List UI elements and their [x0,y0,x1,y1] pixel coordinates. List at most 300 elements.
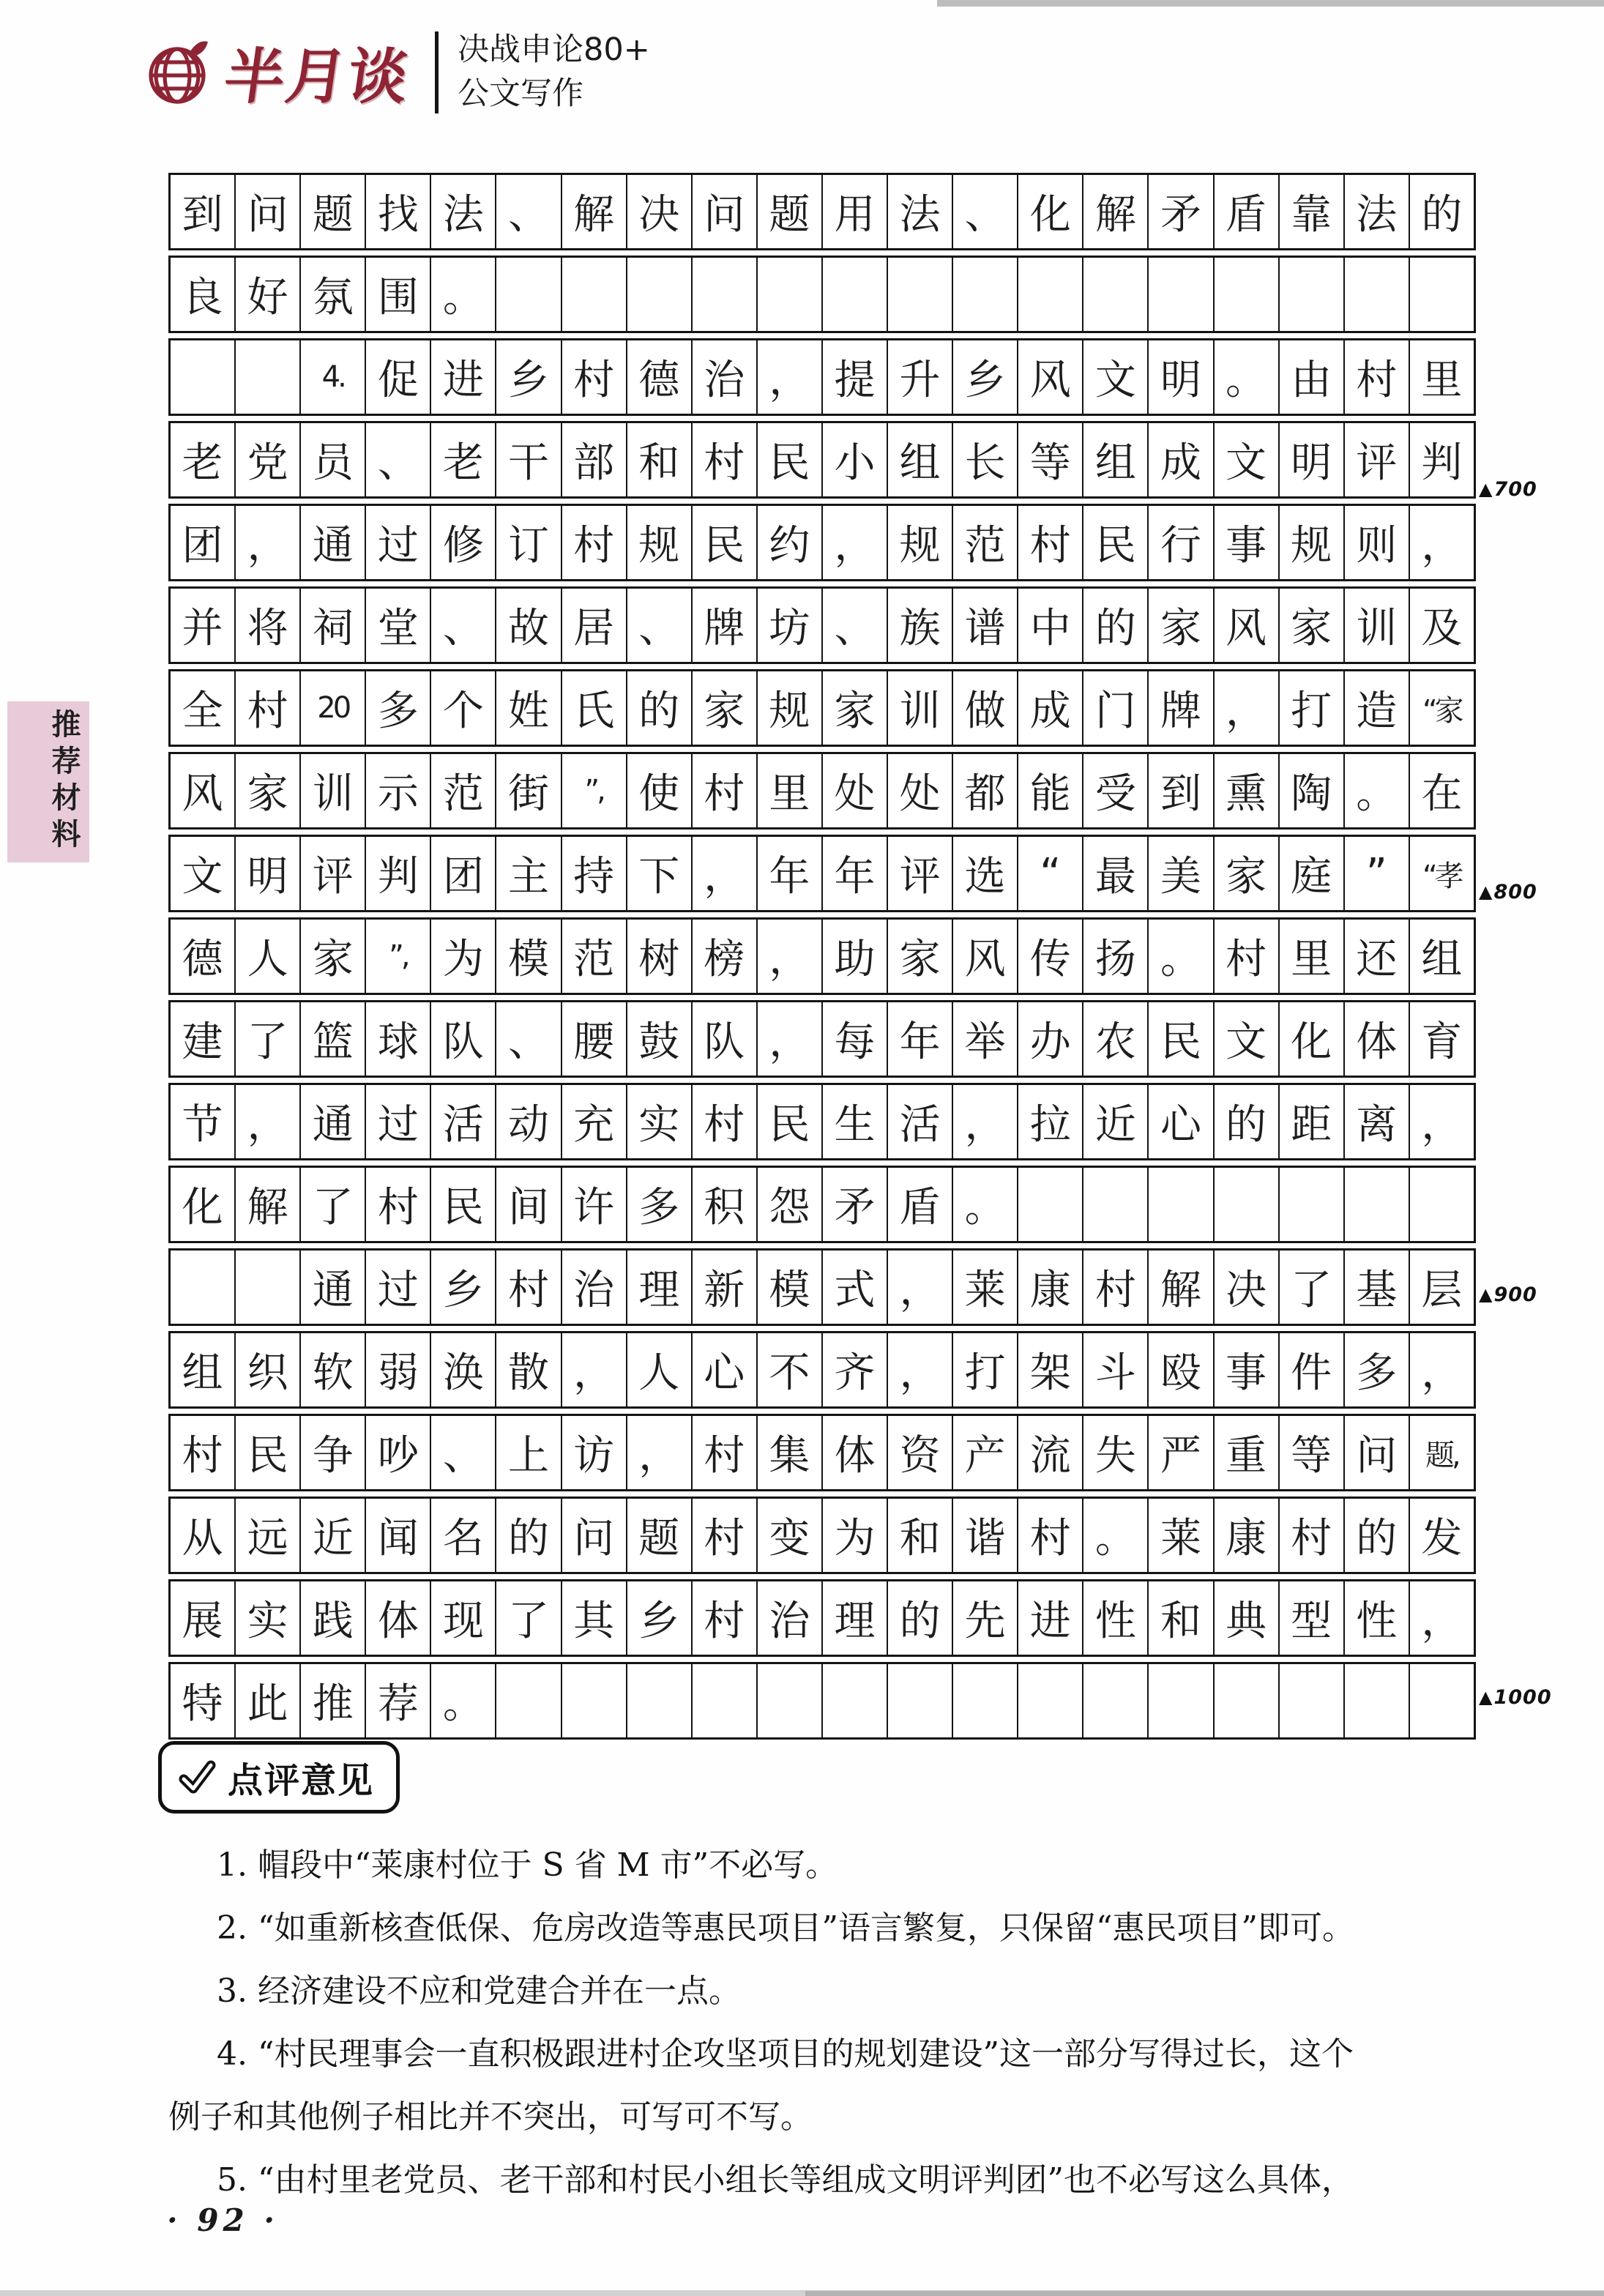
grid-cell: 近 [1083,1085,1149,1158]
grid-cell: 村 [693,1581,758,1655]
grid-cell [888,1664,953,1737]
grid-cell: 规 [758,671,823,745]
grid-cell: 织 [236,1333,301,1406]
grid-cell: 明 [236,837,301,910]
grid-cell [1083,1168,1149,1241]
grid-cell: 由 [1280,340,1345,414]
grid-cell: 范 [431,754,496,827]
grid-cell: 治 [562,1250,627,1324]
grid-cell: 问 [236,175,301,248]
grid-cell: 殴 [1149,1333,1214,1406]
grid-row [168,917,1476,995]
grid-cell: 题, [1425,1438,1458,1472]
grid-cell: ， [1215,671,1280,745]
grid-cell: 、 [953,175,1018,248]
grid-cell: 题 [627,1499,693,1572]
grid-cell: 了 [236,1002,301,1076]
grid-cell: 打 [1280,671,1345,745]
grid-cell: 牌 [1149,671,1214,745]
grid-cell: 多 [1345,1333,1410,1406]
grid-cell: 间 [496,1168,562,1241]
grid-cell [693,258,758,331]
grid-cell: 的 [1345,1499,1410,1572]
grid-cell: 谐 [953,1499,1018,1572]
grid-cell: 评 [301,837,366,910]
grid-row [168,256,1476,333]
grid-cell: 莱 [1149,1499,1214,1572]
grid-cell: 祠 [301,589,366,662]
header-divider [435,31,439,113]
grid-cell: 题 [758,175,823,248]
grid-cell: 访 [562,1416,627,1489]
grid-cell: ， [1421,1349,1463,1397]
grid-cell: 。 [953,1168,1018,1241]
grid-cell: 解 [1149,1250,1214,1324]
grid-cell: 事 [1215,1333,1280,1406]
grid-cell: 莱 [953,1250,1018,1324]
grid-cell: 充 [562,1085,627,1158]
triangle-up-icon: ▲ [1479,1284,1493,1305]
grid-cell: 组 [1421,936,1463,983]
grid-cell: 树 [627,920,693,993]
grid-cell: 扬 [1083,920,1149,993]
grid-cell: 助 [823,920,888,993]
series-title-main: 决战申论80+ [458,31,650,69]
grid-cell: 村 [1345,340,1410,414]
grid-cell [1215,258,1280,331]
grid-cell: 氛 [301,258,366,331]
grid-cell: 特 [171,1664,236,1737]
grid-cell: 化 [1280,1002,1345,1076]
char-count-marker [1479,1281,1559,1308]
grid-row [168,1414,1476,1491]
page-header [145,29,650,115]
grid-cell: 德 [627,340,693,414]
scan-artifact-bottom-right [805,2291,1604,2296]
grid-cell: 乡 [627,1581,693,1655]
grid-cell: 村 [1280,1499,1345,1572]
grid-cell: 产 [953,1416,1018,1489]
grid-cell: 的 [888,1581,953,1655]
grid-cell [1215,1168,1280,1241]
grid-cell: 为 [431,920,496,993]
grid-cell: 个 [431,671,496,745]
grid-cell: 实 [236,1581,301,1655]
grid-cell: 不 [758,1333,823,1406]
grid-cell: 围 [366,258,431,331]
triangle-up-icon: ▲ [1479,479,1493,499]
grid-cell: 人 [627,1333,693,1406]
grid-cell: 体 [366,1581,431,1655]
grid-cell: 型 [1280,1581,1345,1655]
side-tab-recommended-materials [7,701,89,862]
grid-cell: 软 [301,1333,366,1406]
grid-cell: 处 [888,754,953,827]
grid-cell: 新 [693,1250,758,1324]
grid-cell: 。 [431,258,496,331]
grid-cell [627,258,693,331]
grid-cell: 促 [366,340,431,414]
triangle-up-icon: ▲ [1479,881,1493,902]
grid-cell: 老 [171,423,236,496]
grid-cell [171,340,236,414]
grid-cell: 团 [431,837,496,910]
grid-cell: 用 [823,175,888,248]
grid-cell: 修 [431,506,496,579]
grid-cell [1018,1664,1083,1737]
grid-cell [1345,1664,1410,1737]
grid-cell: 村 [1018,506,1083,579]
grid-cell [1410,1168,1474,1241]
grid-cell: 陶 [1280,754,1345,827]
grid-cell: ， [1421,1101,1463,1149]
grid-cell: 通 [301,506,366,579]
grid-row [168,669,1476,747]
grid-cell: 小 [823,423,888,496]
grid-cell: 理 [823,1581,888,1655]
grid-cell [1345,1168,1410,1241]
grid-cell: 层 [1421,1267,1463,1314]
grid-cell: 到 [1149,754,1214,827]
grid-cell: 严 [1149,1416,1214,1489]
grid-cell: 斗 [1083,1333,1149,1406]
grid-cell: 升 [888,340,953,414]
grid-cell: ， [953,1085,1018,1158]
grid-cell: 人 [236,920,301,993]
grid-cell: 发 [1421,1515,1463,1562]
grid-cell: 使 [627,754,693,827]
grid-cell: 范 [953,506,1018,579]
grid-cell: 践 [301,1581,366,1655]
grid-cell: 的 [1083,589,1149,662]
grid-cell: 村 [693,1085,758,1158]
grid-cell [562,258,627,331]
grid-cell: 榜 [693,920,758,993]
grid-cell: 风 [953,920,1018,993]
grid-cell: 吵 [366,1416,431,1489]
grid-cell: 熏 [1215,754,1280,827]
grid-cell: ， [627,1416,693,1489]
grid-cell [1280,258,1345,331]
grid-cell [1083,258,1149,331]
grid-cell: 生 [823,1085,888,1158]
grid-cell: 家 [888,920,953,993]
grid-row [168,835,1476,912]
grid-cell: 全 [171,671,236,745]
char-count-marker [1479,476,1559,502]
grid-cell [1149,258,1214,331]
grid-cell: 矛 [823,1168,888,1241]
grid-cell: 心 [693,1333,758,1406]
side-tab-label: 推荐材料 [47,709,81,855]
grid-cell: 4. [301,340,366,414]
grid-cell: 事 [1215,506,1280,579]
grid-cell: 员 [301,423,366,496]
grid-cell: 风 [1215,589,1280,662]
grid-cell: 门 [1083,671,1149,745]
grid-cell: 庭 [1280,837,1345,910]
grid-cell: 多 [627,1168,693,1241]
grid-cell: 了 [1280,1250,1345,1324]
grid-cell: 示 [366,754,431,827]
grid-cell: 从 [171,1499,236,1572]
grid-cell: 进 [431,340,496,414]
grid-cell: 决 [1215,1250,1280,1324]
grid-cell: 传 [1018,920,1083,993]
grid-cell: 弱 [366,1333,431,1406]
grid-cell: 村 [693,423,758,496]
grid-cell: 和 [1149,1581,1214,1655]
grid-cell: 堂 [366,589,431,662]
grid-cell: 村 [171,1416,236,1489]
grid-cell: 资 [888,1416,953,1489]
grid-cell [1410,258,1474,331]
grid-cell: 村 [693,1416,758,1489]
grid-cell: 提 [823,340,888,414]
grid-cell: 、 [823,589,888,662]
grid-cell: 队 [693,1002,758,1076]
grid-cell: 民 [758,423,823,496]
grid-cell: 建 [171,1002,236,1076]
grid-cell: 拉 [1018,1085,1083,1158]
grid-cell: 矛 [1149,175,1214,248]
comment-line: 2. “如重新核查低保、危房改造等惠民项目”语言繁复，只保留“惠民项目”即可。 [217,1909,1354,1947]
grid-cell: ” [1345,837,1410,910]
grid-cell: ， [693,837,758,910]
grid-cell: 许 [562,1168,627,1241]
grid-cell: 离 [1345,1085,1410,1158]
grid-cell: 康 [1018,1250,1083,1324]
grid-cell: 其 [562,1581,627,1655]
grid-cell: 篮 [301,1002,366,1076]
grid-cell: 美 [1149,837,1214,910]
grid-cell: 打 [953,1333,1018,1406]
grid-cell: 了 [496,1581,562,1655]
grid-cell: 架 [1018,1333,1083,1406]
grid-cell: 名 [431,1499,496,1572]
grid-cell [1215,1664,1280,1737]
grid-cell [496,1664,562,1737]
grid-cell: ， [888,1333,953,1406]
scan-artifact-top [937,0,1604,7]
grid-cell: 通 [301,1250,366,1324]
grid-cell: 训 [888,671,953,745]
grid-cell [953,1664,1018,1737]
char-count-marker [1479,1684,1559,1710]
grid-cell: 问 [1345,1416,1410,1489]
grid-cell: 乡 [431,1250,496,1324]
grid-cell: 20 [301,671,366,745]
grid-cell: 上 [496,1416,562,1489]
grid-cell: 理 [627,1250,693,1324]
grid-cell: 乡 [496,340,562,414]
grid-cell: 里 [1421,357,1463,404]
grid-row [168,1000,1476,1078]
grid-cell: 长 [953,423,1018,496]
grid-row [168,1662,1476,1740]
grid-cell [1149,1168,1214,1241]
grid-cell: ”, [562,754,627,827]
grid-cell: 过 [366,1250,431,1324]
grid-cell [1345,258,1410,331]
grid-cell: ， [562,1333,627,1406]
grid-cell: 。 [1345,754,1410,827]
grid-cell: 居 [562,589,627,662]
grid-cell: 闻 [366,1499,431,1572]
grid-cell [1410,1664,1474,1737]
grid-cell: 进 [1018,1581,1083,1655]
char-count-value: 700 [1493,477,1537,501]
grid-cell: 家 [236,754,301,827]
grid-cell: 。 [1083,1499,1149,1572]
grid-cell: 性 [1345,1581,1410,1655]
grid-cell: 靠 [1280,175,1345,248]
grid-cell [1149,1664,1214,1737]
grid-cell: 受 [1083,754,1149,827]
grid-cell: 问 [693,175,758,248]
grid-cell: 在 [1421,770,1463,818]
grid-cell: 先 [953,1581,1018,1655]
grid-cell: 心 [1149,1085,1214,1158]
grid-cell: 年 [758,837,823,910]
grid-cell: 评 [888,837,953,910]
grid-cell: 找 [366,175,431,248]
comment-line: 5. “由村里老党员、老干部和村民小组长等组成文明评判团”也不必写这么具体， [217,2161,1354,2199]
essay-grid [168,173,1552,1745]
grid-cell: 文 [1215,1002,1280,1076]
grid-cell: 团 [171,506,236,579]
grid-cell: 体 [1345,1002,1410,1076]
grid-row [168,338,1476,416]
grid-cell: 盾 [888,1168,953,1241]
grid-cell: 家 [301,920,366,993]
grid-cell: 组 [171,1333,236,1406]
grid-cell: 范 [562,920,627,993]
grid-cell: 风 [171,754,236,827]
grid-cell [1018,1168,1083,1241]
grid-cell: 、 [366,423,431,496]
grid-cell: ， [823,506,888,579]
grid-cell: 等 [1280,1416,1345,1489]
grid-row [168,504,1476,581]
review-comments-badge [158,1741,400,1814]
grid-cell: 治 [693,340,758,414]
grid-cell: 乡 [953,340,1018,414]
grid-cell [496,258,562,331]
grid-cell: 家 [693,671,758,745]
grid-cell: 育 [1421,1018,1463,1066]
grid-cell: 模 [758,1250,823,1324]
grid-cell: 还 [1345,920,1410,993]
grid-cell: 实 [627,1085,693,1158]
grid-cell: 训 [1345,589,1410,662]
grid-cell: 活 [888,1085,953,1158]
grid-cell [236,1250,301,1324]
grid-cell: 都 [953,754,1018,827]
series-title-sub: 公文写作 [458,75,584,112]
grid-cell: 姓 [496,671,562,745]
grid-cell: 文 [1083,340,1149,414]
grid-cell: 老 [431,423,496,496]
grid-cell: 荐 [366,1664,431,1737]
check-icon [178,1759,216,1797]
grid-cell: 、 [627,589,693,662]
grid-row [168,1579,1476,1657]
grid-cell: 、 [431,589,496,662]
grid-cell: 民 [236,1416,301,1489]
grid-cell: 约 [758,506,823,579]
grid-cell: 训 [301,754,366,827]
grid-cell [171,1250,236,1324]
grid-cell: 典 [1215,1581,1280,1655]
grid-row [168,173,1476,250]
char-count-value: 800 [1493,880,1537,903]
grid-cell: 每 [823,1002,888,1076]
grid-cell: 队 [431,1002,496,1076]
grid-cell: ， [758,340,823,414]
grid-cell: 家 [823,671,888,745]
grid-cell: 规 [627,506,693,579]
grid-cell [1083,1664,1149,1737]
grid-cell: 判 [1421,439,1463,487]
grid-cell: 处 [823,754,888,827]
grid-cell: 文 [1215,423,1280,496]
grid-cell: 过 [366,1085,431,1158]
grid-cell: 远 [236,1499,301,1572]
grid-cell: 、 [431,1416,496,1489]
grid-cell: 做 [953,671,1018,745]
grid-cell: 体 [823,1416,888,1489]
grid-cell [236,340,301,414]
grid-cell: ， [758,920,823,993]
grid-cell: 持 [562,837,627,910]
grid-cell: 散 [496,1333,562,1406]
grid-cell: ， [1421,1598,1463,1645]
grid-cell: 族 [888,589,953,662]
grid-cell: 举 [953,1002,1018,1076]
grid-cell [888,258,953,331]
grid-cell [627,1664,693,1737]
grid-row [168,1166,1476,1243]
grid-cell: 村 [236,671,301,745]
grid-cell: 民 [1083,506,1149,579]
grid-cell: 齐 [823,1333,888,1406]
grid-cell: 动 [496,1085,562,1158]
grid-row [168,1496,1476,1574]
grid-cell: 怨 [758,1168,823,1241]
grid-cell: 和 [888,1499,953,1572]
grid-cell: 、 [496,1002,562,1076]
grid-cell: 的 [1421,191,1463,239]
grid-cell [758,1664,823,1737]
grid-cell: 涣 [431,1333,496,1406]
grid-cell: 距 [1280,1085,1345,1158]
grid-cell: ， [758,1002,823,1076]
grid-cell: 街 [496,754,562,827]
grid-cell: 中 [1018,589,1083,662]
grid-cell: 规 [888,506,953,579]
grid-cell: 等 [1018,423,1083,496]
grid-cell: “孝 [1422,859,1461,893]
grid-cell: 治 [758,1581,823,1655]
grid-cell: 家 [1280,589,1345,662]
grid-cell: 行 [1149,506,1214,579]
grid-cell: 成 [1149,423,1214,496]
series-titles [458,32,650,112]
grid-cell: 村 [562,340,627,414]
grid-cell: 能 [1018,754,1083,827]
grid-cell: 流 [1018,1416,1083,1489]
